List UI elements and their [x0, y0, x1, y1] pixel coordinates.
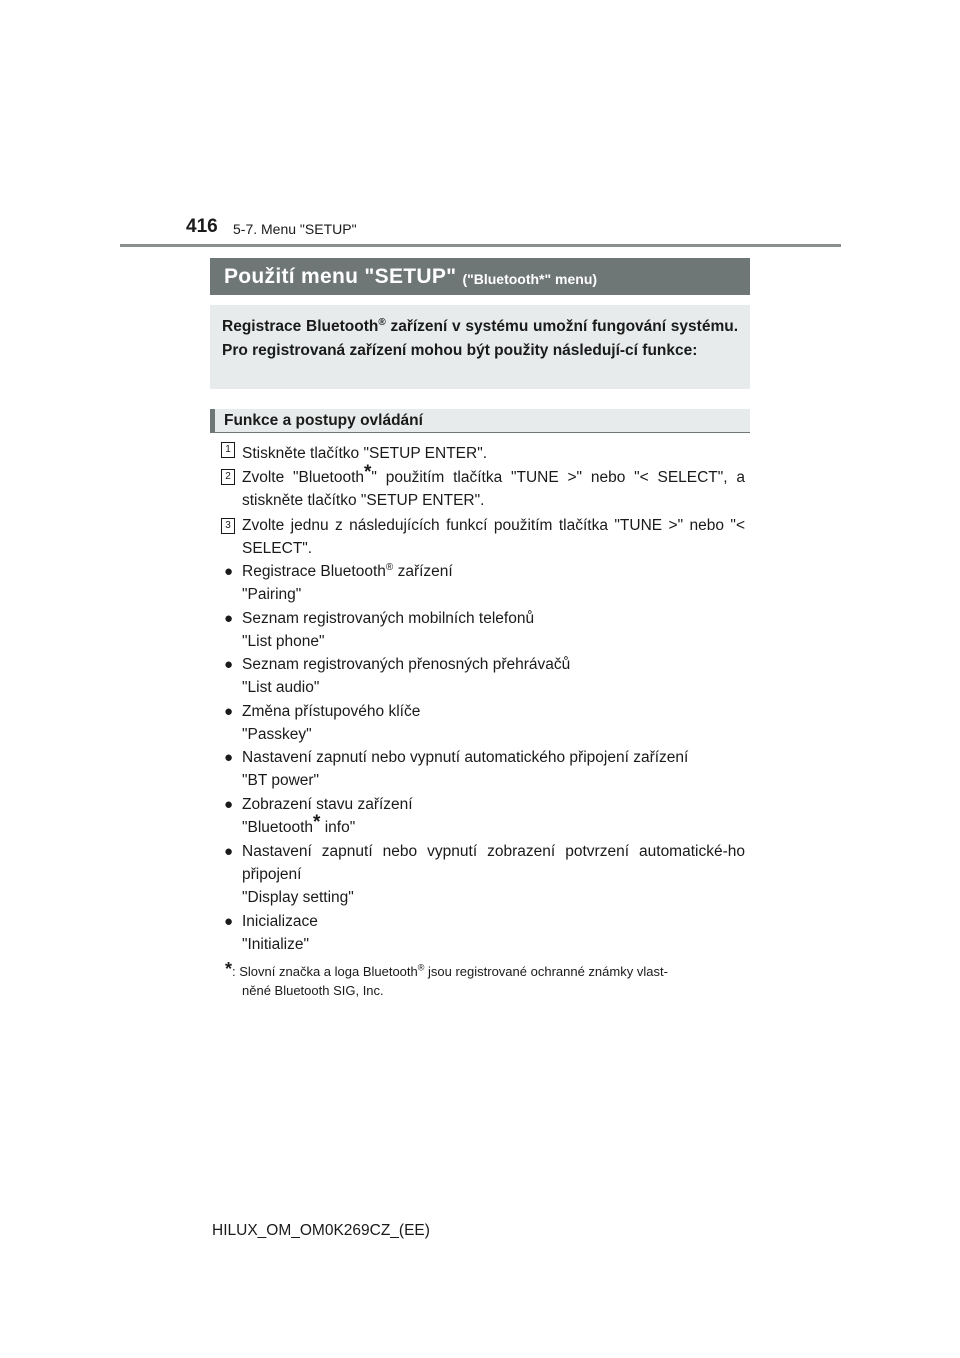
intro-text: Registrace Bluetooth: [222, 318, 379, 335]
step-badge-2: 2: [221, 469, 235, 485]
banner-subtitle: ("Bluetooth*" menu): [462, 270, 598, 287]
step-badge-3: 3: [221, 518, 235, 534]
page-number: 416: [186, 216, 218, 237]
header-rule: [120, 244, 841, 247]
intro-box: [210, 305, 750, 389]
list-item: Inicializace "Initialize": [242, 910, 745, 956]
option-label: "Passkey": [242, 726, 312, 743]
option-label: "List audio": [242, 679, 320, 696]
list-item: Zobrazení stavu zařízení "Bluetooth* info": [242, 793, 745, 839]
asterisk: *: [225, 959, 233, 979]
list-item: Změna přístupového klíče "Passkey": [242, 700, 745, 746]
list-item: Nastavení zapnutí nebo vypnutí automatického připojení zařízení "BT power": [242, 746, 745, 792]
intro-text-cont: zařízení v systému umožní fungování systému. Pro registrovaná zařízení mohou být použity následují-cí funkce:: [222, 318, 738, 359]
option-label: "Initialize": [242, 936, 310, 953]
bullet-icon: ●: [224, 563, 234, 580]
sub-heading: Funkce a postupy ovládání: [210, 409, 750, 433]
document-code: HILUX_OM_OM0K269CZ_(EE): [212, 1222, 430, 1239]
bullet-icon: ●: [224, 843, 234, 860]
bullet-icon: ●: [224, 656, 234, 673]
asterisk: *: [313, 812, 321, 833]
list-item: Nastavení zapnutí nebo vypnutí zobrazení potvrzení automatické-ho připojení "Display setting": [242, 840, 745, 909]
list-item: Seznam registrovaných mobilních telefonů "List phone": [242, 607, 745, 653]
step-text-3: Zvolte jednu z následujících funkcí použitím tlačítka "TUNE >" nebo "< SELECT".: [242, 517, 745, 557]
registered-mark: ®: [417, 962, 425, 973]
step-badge-1: 1: [221, 442, 235, 458]
registered-mark: ®: [385, 561, 394, 573]
registered-mark: ®: [378, 316, 386, 328]
bullet-icon: ●: [224, 610, 234, 627]
bullet-icon: ●: [224, 796, 234, 813]
step-text-2: Zvolte "Bluetooth*" použitím tlačítka "TUNE >" nebo "< SELECT", a stiskněte tlačítko "SETUP ENTER".: [242, 462, 745, 509]
list-item: Seznam registrovaných přenosných přehrávačů "List audio": [242, 653, 745, 699]
section-banner: [210, 258, 750, 295]
banner-title: Použití menu "SETUP": [224, 264, 457, 288]
option-label: "List phone": [242, 633, 325, 650]
option-label: "Display setting": [242, 889, 354, 906]
bullet-icon: ●: [224, 913, 234, 930]
asterisk: *: [364, 462, 372, 483]
list-item: Registrace Bluetooth® zařízení "Pairing": [242, 560, 745, 606]
bullet-icon: ●: [224, 749, 234, 766]
option-label: "BT power": [242, 772, 320, 789]
step-text-1: Stiskněte tlačítko "SETUP ENTER".: [242, 445, 488, 462]
bullet-icon: ●: [224, 703, 234, 720]
option-label: "Bluetooth* info": [242, 812, 356, 836]
option-label: "Pairing": [242, 586, 302, 603]
chapter-title: 5-7. Menu "SETUP": [233, 221, 357, 237]
footnote: *: Slovní značka a loga Bluetooth® jsou registrované ochranné známky vlast- něné Bluetooth SIG, Inc.: [225, 959, 668, 998]
